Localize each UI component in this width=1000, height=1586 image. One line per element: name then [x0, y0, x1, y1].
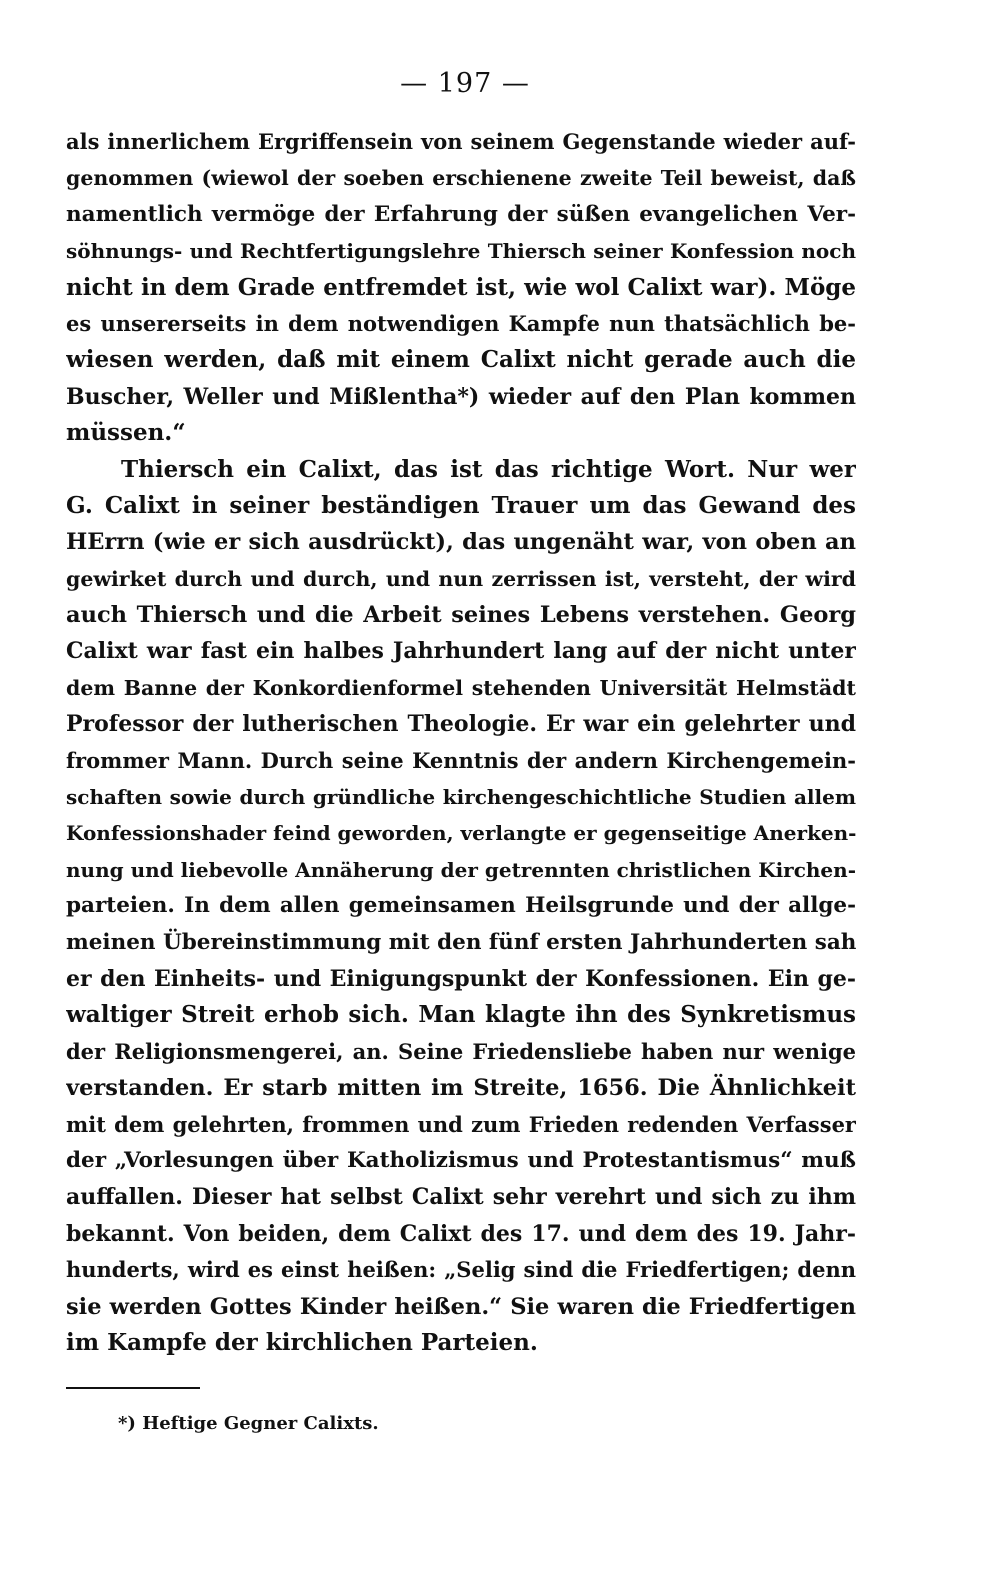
text-line: söhnungs- und Rechtfertigungslehre Thiersch seiner Konfession noch — [66, 239, 856, 264]
text-line: Calixt war fast ein halbes Jahrhundert lang auf der nicht unter — [66, 638, 856, 665]
text-line: Konfessionshader feind geworden, verlangte er gegenseitige Anerken- — [66, 821, 856, 846]
text-line: nung und liebevolle Annäherung der getrennten christlichen Kirchen- — [66, 857, 856, 882]
text-line: Buscher, Weller und Mißlentha*) wieder auf den Plan kommen — [66, 383, 856, 410]
page-number: — 197 — — [400, 68, 530, 99]
text-line: müssen.“ — [66, 419, 186, 447]
text-line: namentlich vermöge der Erfahrung der süßen evangelichen Ver- — [66, 201, 856, 227]
text-line: nicht in dem Grade entfremdet ist, wie wol Calixt war). Möge — [66, 273, 856, 301]
text-line: Thiersch ein Calixt, das ist das richtige Wort. Nur wer — [121, 455, 856, 483]
text-line: Professor der lutherischen Theologie. Er war ein gelehrter und — [66, 711, 856, 738]
text-line: gewirket durch und durch, und nun zerrissen ist, versteht, der wird — [66, 566, 856, 591]
text-line: der „Vorlesungen über Katholizismus und Protestantismus“ muß — [66, 1147, 856, 1173]
text-line: meinen Übereinstimmung mit den fünf ersten Jahrhunderten sah — [66, 929, 856, 955]
text-line: HErrn (wie er sich ausdrückt), das ungenäht war, von oben an — [66, 529, 856, 556]
text-line: bekannt. Von beiden, dem Calixt des 17. und dem des 19. Jahr- — [66, 1220, 856, 1247]
text-line: genommen (wiewol der soeben erschienene zweite Teil beweist, daß — [66, 166, 856, 191]
text-line: auch Thiersch und die Arbeit seines Lebens verstehen. Georg — [66, 602, 856, 629]
text-line: schaften sowie durch gründliche kirchengeschichtliche Studien allem — [66, 785, 856, 810]
text-line: verstanden. Er starb mitten im Streite, 1656. Die Ähnlichkeit — [66, 1075, 856, 1102]
text-line: als innerlichem Ergriffensein von seinem Gegenstande wieder auf- — [66, 129, 856, 154]
text-line: wiesen werden, daß mit einem Calixt nicht gerade auch die — [66, 346, 856, 374]
text-line: waltiger Streit erhob sich. Man klagte ihn des Synkretismus — [66, 1001, 856, 1029]
text-line: frommer Mann. Durch seine Kenntnis der andern Kirchengemein- — [66, 747, 856, 773]
text-line: sie werden Gottes Kinder heißen.“ Sie waren die Friedfertigen — [66, 1293, 856, 1320]
text-line: mit dem gelehrten, frommen und zum Frieden redenden Verfasser — [66, 1111, 856, 1137]
text-line: es unsererseits in dem notwendigen Kampfe nun thatsächlich be- — [66, 310, 856, 336]
text-line: er den Einheits- und Einigungspunkt der Konfessionen. Ein ge- — [66, 965, 856, 992]
text-line: dem Banne der Konkordienformel stehenden Universität Helmstädt — [66, 675, 856, 700]
text-line: G. Calixt in seiner beständigen Trauer um das Gewand des — [66, 491, 856, 519]
footnote-divider — [66, 1387, 200, 1389]
text-line: der Religionsmengerei, an. Seine Friedensliebe haben nur wenige — [66, 1038, 856, 1064]
footnote: *) Heftige Gegner Calixts. — [118, 1413, 379, 1434]
text-line: parteien. In dem allen gemeinsamen Heilsgrunde und der allge- — [66, 893, 856, 919]
text-line: auffallen. Dieser hat selbst Calixt sehr verehrt und sich zu ihm — [66, 1184, 856, 1211]
text-line: hunderts, wird es einst heißen: „Selig sind die Friedfertigen; denn — [66, 1257, 856, 1283]
text-line: im Kampfe der kirchlichen Parteien. — [66, 1328, 538, 1356]
body-text — [66, 124, 856, 1361]
